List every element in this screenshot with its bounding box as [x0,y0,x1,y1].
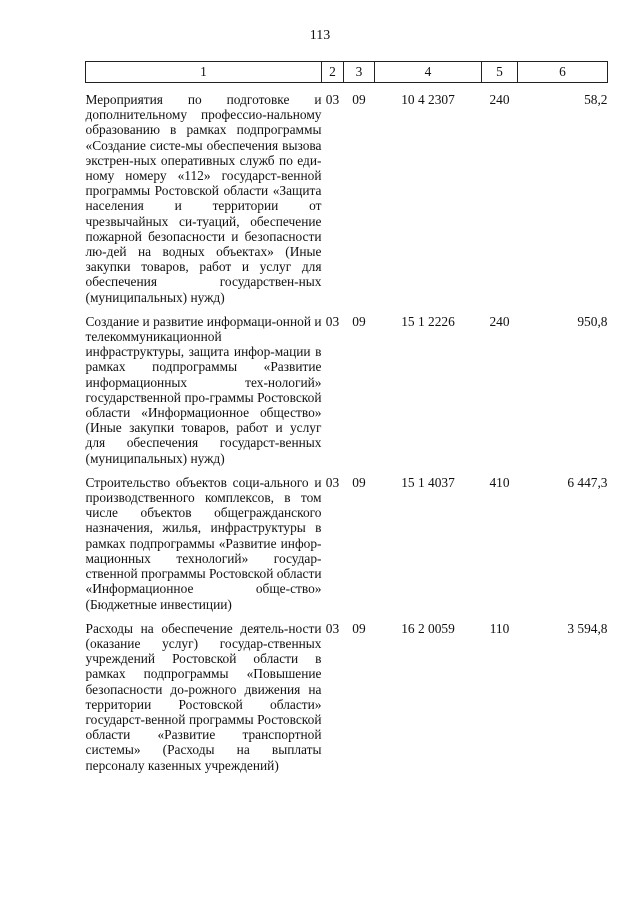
row-subsection: 09 [352,474,366,490]
row-amount: 950,8 [577,313,608,329]
row-section: 03 [325,92,340,107]
row-section: 03 [325,313,340,329]
row-description: Расходы на обеспечение деятель-ности (оказание услуг) государ-ственных учреждений Ростовской области в рамках подпрограммы «Повышение безопасности до-рожного движения на территории Ростовской области» государст-венной программы Ростовской области «Развитие транспортной системы» (Расходы на выплаты персоналу казенных учреждений) [85,620,322,773]
page-number: 113 [309,28,331,43]
row-section: 03 [325,474,340,490]
row-article: 15 1 4037 [401,474,455,490]
row-expense-type: 240 [489,313,510,329]
table-row [86,314,608,466]
row-article: 15 1 2226 [401,313,455,329]
row-expense-type: 110 [489,620,510,636]
row-description: Мероприятия по подготовке и дополнительному профессио-нальному образованию в рамках подпрограммы «Создание систе-мы обеспечения вызова экстрен-ных оперативных служб по еди-ному номеру «112» государст-венной программы Ростовской области «Защита населения и территории от чрезвычайных си-туаций, обеспечение пожарной безопасности и безопасности лю-дей на водных объектах» (Иные закупки товаров, работ и услуг для обеспечения государствен-ных (муниципальных) нужд) [85,92,322,305]
row-amount: 3 594,8 [567,620,608,636]
row-subsection: 09 [352,313,366,329]
row-article: 10 4 2307 [401,92,455,107]
header-col-6: 6 [518,62,608,83]
row-section: 03 [325,620,340,636]
row-expense-type: 240 [489,92,510,107]
table-row [86,475,608,612]
budget-table [85,61,608,773]
row-expense-type: 410 [489,474,510,490]
header-col-5: 5 [482,62,518,83]
table-row [86,621,608,773]
row-description: Строительство объектов соци-ального и производственного комплексов, в том числе объектов общегражданского назначения, жилья, инфраструктуры в рамках подпрограммы «Развитие инфор-мационных технологий» государ-ственной программы Ростовской области «Информационное обще-ство» (Бюджетные инвестиции) [85,474,322,612]
header-col-3: 3 [344,62,375,83]
header-col-2: 2 [322,62,344,83]
header-col-4: 4 [375,62,482,83]
row-amount: 58,2 [584,92,608,107]
row-article: 16 2 0059 [401,620,455,636]
row-subsection: 09 [352,620,366,636]
row-description: Создание и развитие информаци-онной и телекоммуникационной инфраструктуры, защита инфор-мации в рамках подпрограммы «Развитие информационных тех-нологий» государственной про-граммы Ростовской области «Информационное общество» (Иные закупки товаров, работ и услуг для обеспечения государст-венных (муниципальных) нужд) [85,313,322,466]
header-col-1: 1 [86,62,322,83]
table-row [86,92,608,305]
header-row [86,62,608,83]
row-subsection: 09 [352,92,366,107]
row-amount: 6 447,3 [567,474,608,490]
